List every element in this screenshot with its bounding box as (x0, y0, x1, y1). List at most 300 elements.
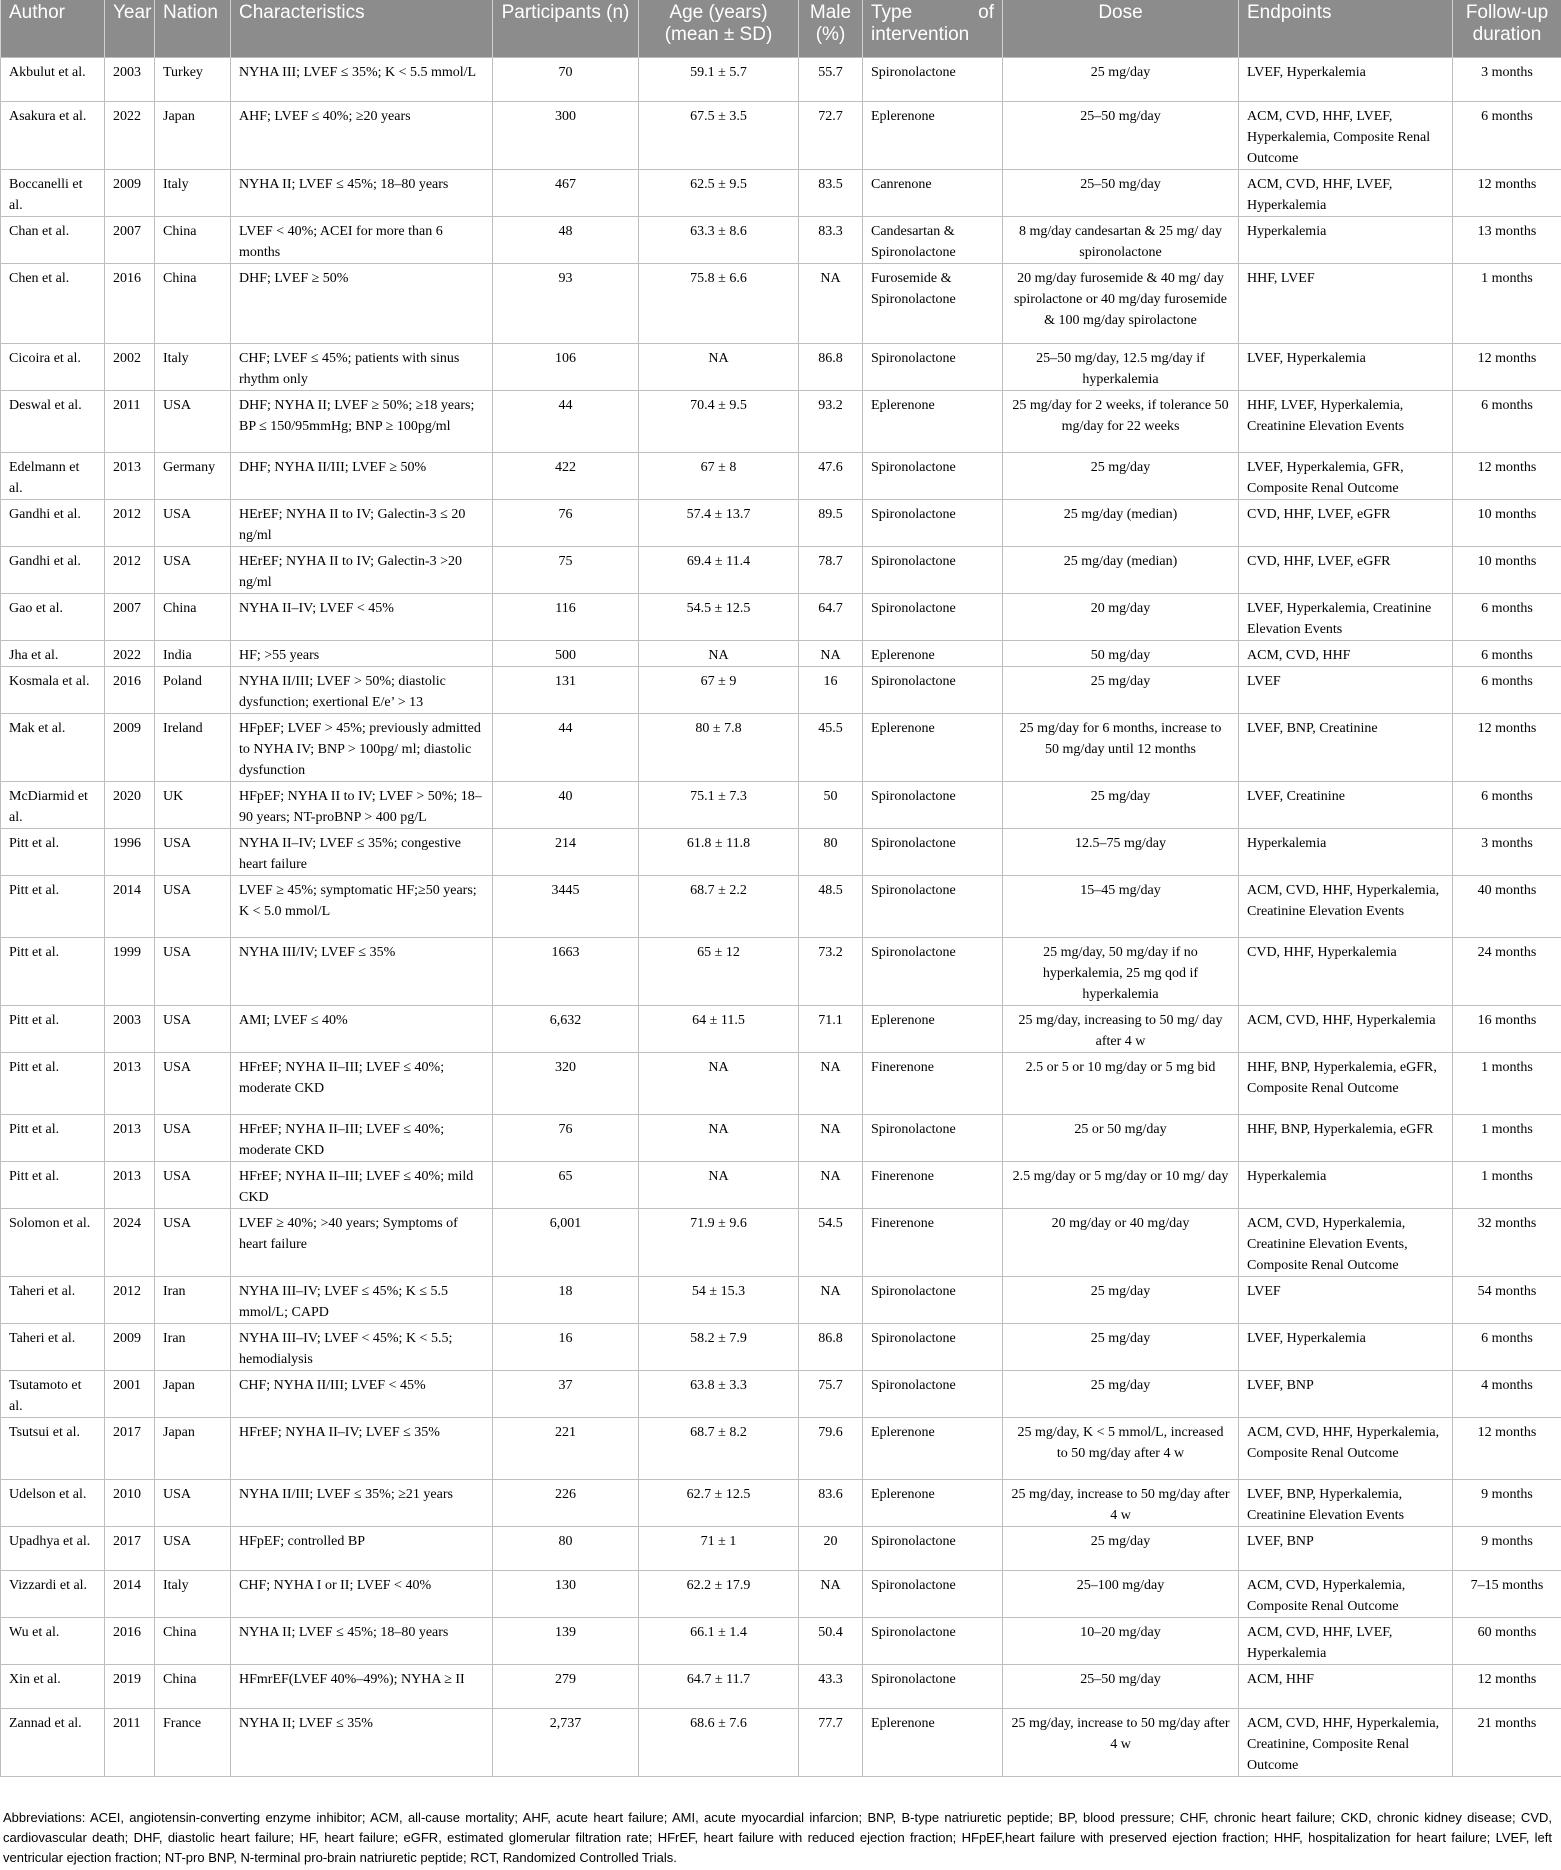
col-header-male: Male (%) (799, 0, 863, 57)
cell-author: Gao et al. (1, 593, 105, 640)
cell-male: 20 (799, 1526, 863, 1570)
cell-age: 80 ± 7.8 (639, 713, 799, 781)
cell-year: 2017 (105, 1526, 155, 1570)
cell-dose: 10–20 mg/day (1003, 1617, 1239, 1664)
cell-age: NA (639, 1114, 799, 1161)
cell-nation: Italy (155, 1570, 231, 1617)
table-row (1, 57, 1561, 101)
cell-characteristics: NYHA II/III; LVEF > 50%; diastolic dysfunction; exertional E/e’ > 13 (231, 666, 493, 713)
cell-year: 2009 (105, 713, 155, 781)
cell-characteristics: DHF; NYHA II; LVEF ≥ 50%; ≥18 years; BP ≤ 150/95mmHg; BNP ≥ 100pg/ml (231, 390, 493, 452)
cell-characteristics: HFpEF; NYHA II to IV; LVEF > 50%; 18–90 years; NT-proBNP > 400 pg/L (231, 781, 493, 828)
cell-male: 71.1 (799, 1005, 863, 1052)
cell-followup: 54 months (1453, 1276, 1561, 1323)
cell-nation: USA (155, 390, 231, 452)
table-row (1, 666, 1561, 713)
cell-age: 64 ± 11.5 (639, 1005, 799, 1052)
cell-endpoints: ACM, HHF (1239, 1664, 1453, 1708)
table-row (1, 828, 1561, 875)
col-header-dose: Dose (1003, 0, 1239, 57)
cell-intervention: Eplerenone (863, 1005, 1003, 1052)
cell-characteristics: NYHA III; LVEF ≤ 35%; K < 5.5 mmol/L (231, 57, 493, 101)
cell-intervention: Eplerenone (863, 390, 1003, 452)
cell-endpoints: HHF, BNP, Hyperkalemia, eGFR, Composite Renal Outcome (1239, 1052, 1453, 1114)
cell-nation: USA (155, 937, 231, 1005)
cell-endpoints: CVD, HHF, LVEF, eGFR (1239, 499, 1453, 546)
cell-nation: Italy (155, 343, 231, 390)
cell-year: 2014 (105, 1570, 155, 1617)
cell-endpoints: ACM, CVD, HHF, LVEF, Hyperkalemia (1239, 1617, 1453, 1664)
cell-author: Pitt et al. (1, 1114, 105, 1161)
cell-intervention: Eplerenone (863, 1479, 1003, 1526)
cell-intervention: Spironolactone (863, 875, 1003, 937)
col-header-nation: Nation (155, 0, 231, 57)
cell-intervention: Finerenone (863, 1052, 1003, 1114)
cell-followup: 32 months (1453, 1208, 1561, 1276)
cell-characteristics: NYHA II–IV; LVEF < 45% (231, 593, 493, 640)
cell-dose: 25 mg/day (1003, 1323, 1239, 1370)
cell-author: Vizzardi et al. (1, 1570, 105, 1617)
cell-author: Taheri et al. (1, 1276, 105, 1323)
cell-year: 2022 (105, 640, 155, 666)
cell-male: 73.2 (799, 937, 863, 1005)
cell-nation: USA (155, 1479, 231, 1526)
cell-male: 83.5 (799, 169, 863, 216)
cell-characteristics: HErEF; NYHA II to IV; Galectin-3 ≤ 20 ng/ml (231, 499, 493, 546)
cell-age: 54.5 ± 12.5 (639, 593, 799, 640)
cell-intervention: Spironolactone (863, 1526, 1003, 1570)
cell-participants: 44 (493, 390, 639, 452)
cell-endpoints: LVEF, Hyperkalemia (1239, 57, 1453, 101)
cell-age: 65 ± 12 (639, 937, 799, 1005)
cell-age: 75.8 ± 6.6 (639, 263, 799, 343)
cell-nation: Iran (155, 1276, 231, 1323)
cell-intervention: Eplerenone (863, 713, 1003, 781)
cell-endpoints: ACM, CVD, HHF (1239, 640, 1453, 666)
cell-age: 57.4 ± 13.7 (639, 499, 799, 546)
cell-year: 2013 (105, 452, 155, 499)
header-row (1, 0, 1561, 57)
cell-author: Wu et al. (1, 1617, 105, 1664)
table-row (1, 101, 1561, 169)
cell-nation: USA (155, 1052, 231, 1114)
cell-endpoints: LVEF, BNP (1239, 1526, 1453, 1570)
cell-nation: Iran (155, 1323, 231, 1370)
col-header-intervention: Type of intervention (863, 0, 1003, 57)
cell-age: 62.7 ± 12.5 (639, 1479, 799, 1526)
cell-male: 93.2 (799, 390, 863, 452)
cell-dose: 25–50 mg/day, 12.5 mg/day if hyperkalemia (1003, 343, 1239, 390)
cell-age: 58.2 ± 7.9 (639, 1323, 799, 1370)
cell-author: McDiarmid et al. (1, 781, 105, 828)
table-row (1, 1114, 1561, 1161)
cell-characteristics: HF; >55 years (231, 640, 493, 666)
cell-intervention: Spironolactone (863, 499, 1003, 546)
cell-author: Mak et al. (1, 713, 105, 781)
table-row (1, 1417, 1561, 1479)
cell-participants: 76 (493, 1114, 639, 1161)
cell-nation: USA (155, 1161, 231, 1208)
cell-year: 2010 (105, 1479, 155, 1526)
table-row (1, 1617, 1561, 1664)
col-header-endpoints: Endpoints (1239, 0, 1453, 57)
cell-characteristics: NYHA III/IV; LVEF ≤ 35% (231, 937, 493, 1005)
table-row (1, 781, 1561, 828)
cell-author: Xin et al. (1, 1664, 105, 1708)
cell-participants: 80 (493, 1526, 639, 1570)
cell-nation: Japan (155, 101, 231, 169)
cell-year: 2012 (105, 546, 155, 593)
cell-author: Pitt et al. (1, 1005, 105, 1052)
cell-endpoints: Hyperkalemia (1239, 216, 1453, 263)
cell-intervention: Spironolactone (863, 781, 1003, 828)
cell-endpoints: ACM, CVD, HHF, Hyperkalemia (1239, 1005, 1453, 1052)
cell-male: 47.6 (799, 452, 863, 499)
cell-endpoints: ACM, CVD, HHF, LVEF, Hyperkalemia (1239, 169, 1453, 216)
cell-followup: 1 months (1453, 1114, 1561, 1161)
cell-endpoints: Hyperkalemia (1239, 828, 1453, 875)
cell-dose: 25 mg/day (median) (1003, 499, 1239, 546)
cell-dose: 2.5 or 5 or 10 mg/day or 5 mg bid (1003, 1052, 1239, 1114)
cell-dose: 25 mg/day, increasing to 50 mg/ day after 4 w (1003, 1005, 1239, 1052)
cell-characteristics: LVEF < 40%; ACEI for more than 6 months (231, 216, 493, 263)
cell-endpoints: CVD, HHF, Hyperkalemia (1239, 937, 1453, 1005)
cell-endpoints: ACM, CVD, HHF, LVEF, Hyperkalemia, Composite Renal Outcome (1239, 101, 1453, 169)
cell-followup: 12 months (1453, 1417, 1561, 1479)
cell-year: 2003 (105, 57, 155, 101)
cell-participants: 226 (493, 1479, 639, 1526)
cell-endpoints: LVEF, BNP, Hyperkalemia, Creatinine Elevation Events (1239, 1479, 1453, 1526)
cell-age: 71.9 ± 9.6 (639, 1208, 799, 1276)
cell-intervention: Spironolactone (863, 1570, 1003, 1617)
cell-followup: 12 months (1453, 713, 1561, 781)
cell-author: Upadhya et al. (1, 1526, 105, 1570)
cell-followup: 4 months (1453, 1370, 1561, 1417)
table-row (1, 499, 1561, 546)
cell-author: Tsutsui et al. (1, 1417, 105, 1479)
cell-male: 55.7 (799, 57, 863, 101)
cell-age: NA (639, 343, 799, 390)
cell-year: 2019 (105, 1664, 155, 1708)
cell-characteristics: HFpEF; controlled BP (231, 1526, 493, 1570)
cell-age: 67.5 ± 3.5 (639, 101, 799, 169)
cell-author: Deswal et al. (1, 390, 105, 452)
cell-male: 86.8 (799, 1323, 863, 1370)
cell-intervention: Spironolactone (863, 1370, 1003, 1417)
cell-endpoints: HHF, BNP, Hyperkalemia, eGFR (1239, 1114, 1453, 1161)
cell-dose: 20 mg/day furosemide & 40 mg/ day spirolactone or 40 mg/day furosemide & 100 mg/day spirolactone (1003, 263, 1239, 343)
cell-age: 68.6 ± 7.6 (639, 1708, 799, 1776)
cell-characteristics: HFpEF; LVEF > 45%; previously admitted to NYHA IV; BNP > 100pg/ ml; diastolic dysfunction (231, 713, 493, 781)
cell-intervention: Spironolactone (863, 343, 1003, 390)
cell-dose: 25 mg/day for 2 weeks, if tolerance 50 mg/day for 22 weeks (1003, 390, 1239, 452)
cell-year: 2014 (105, 875, 155, 937)
cell-year: 2016 (105, 666, 155, 713)
cell-characteristics: CHF; NYHA I or II; LVEF < 40% (231, 1570, 493, 1617)
cell-participants: 131 (493, 666, 639, 713)
table-row (1, 169, 1561, 216)
cell-male: NA (799, 1161, 863, 1208)
cell-age: 75.1 ± 7.3 (639, 781, 799, 828)
cell-characteristics: HFmrEF(LVEF 40%–49%); NYHA ≥ II (231, 1664, 493, 1708)
cell-year: 1996 (105, 828, 155, 875)
cell-year: 2009 (105, 1323, 155, 1370)
cell-endpoints: ACM, CVD, HHF, Hyperkalemia, Creatinine Elevation Events (1239, 875, 1453, 937)
cell-intervention: Spironolactone (863, 452, 1003, 499)
cell-dose: 25 mg/day (1003, 1526, 1239, 1570)
cell-dose: 20 mg/day (1003, 593, 1239, 640)
cell-male: 72.7 (799, 101, 863, 169)
cell-participants: 106 (493, 343, 639, 390)
cell-followup: 12 months (1453, 169, 1561, 216)
cell-nation: USA (155, 1526, 231, 1570)
cell-male: 83.6 (799, 1479, 863, 1526)
cell-dose: 25–50 mg/day (1003, 101, 1239, 169)
cell-characteristics: AMI; LVEF ≤ 40% (231, 1005, 493, 1052)
cell-author: Pitt et al. (1, 875, 105, 937)
cell-characteristics: NYHA III–IV; LVEF < 45%; K < 5.5; hemodialysis (231, 1323, 493, 1370)
cell-characteristics: NYHA II; LVEF ≤ 35% (231, 1708, 493, 1776)
cell-followup: 6 months (1453, 593, 1561, 640)
cell-nation: Japan (155, 1417, 231, 1479)
cell-nation: China (155, 1664, 231, 1708)
cell-participants: 48 (493, 216, 639, 263)
cell-author: Tsutamoto et al. (1, 1370, 105, 1417)
table-row (1, 216, 1561, 263)
cell-male: 78.7 (799, 546, 863, 593)
cell-year: 2007 (105, 216, 155, 263)
cell-age: 68.7 ± 8.2 (639, 1417, 799, 1479)
cell-nation: USA (155, 828, 231, 875)
cell-male: 86.8 (799, 343, 863, 390)
cell-followup: 6 months (1453, 1323, 1561, 1370)
cell-characteristics: NYHA II; LVEF ≤ 45%; 18–80 years (231, 169, 493, 216)
cell-dose: 25 mg/day (median) (1003, 546, 1239, 593)
cell-dose: 25–50 mg/day (1003, 1664, 1239, 1708)
cell-dose: 25 mg/day (1003, 666, 1239, 713)
cell-endpoints: LVEF, BNP (1239, 1370, 1453, 1417)
cell-nation: Ireland (155, 713, 231, 781)
cell-characteristics: CHF; NYHA II/III; LVEF < 45% (231, 1370, 493, 1417)
cell-participants: 279 (493, 1664, 639, 1708)
cell-male: NA (799, 1052, 863, 1114)
cell-author: Pitt et al. (1, 828, 105, 875)
cell-dose: 25 mg/day (1003, 452, 1239, 499)
cell-participants: 116 (493, 593, 639, 640)
cell-author: Edelmann et al. (1, 452, 105, 499)
cell-nation: USA (155, 499, 231, 546)
cell-followup: 24 months (1453, 937, 1561, 1005)
cell-intervention: Spironolactone (863, 1664, 1003, 1708)
cell-dose: 25 mg/day, increase to 50 mg/day after 4 w (1003, 1479, 1239, 1526)
cell-followup: 1 months (1453, 263, 1561, 343)
cell-author: Zannad et al. (1, 1708, 105, 1776)
col-header-participants: Participants (n) (493, 0, 639, 57)
table-row (1, 1526, 1561, 1570)
cell-followup: 10 months (1453, 499, 1561, 546)
table-row (1, 1208, 1561, 1276)
cell-age: NA (639, 1052, 799, 1114)
cell-age: NA (639, 1161, 799, 1208)
cell-intervention: Eplerenone (863, 640, 1003, 666)
cell-male: 64.7 (799, 593, 863, 640)
cell-male: 45.5 (799, 713, 863, 781)
cell-author: Chen et al. (1, 263, 105, 343)
cell-age: 63.8 ± 3.3 (639, 1370, 799, 1417)
cell-participants: 93 (493, 263, 639, 343)
cell-author: Pitt et al. (1, 937, 105, 1005)
cell-male: 16 (799, 666, 863, 713)
col-header-author: Author (1, 0, 105, 57)
cell-author: Udelson et al. (1, 1479, 105, 1526)
cell-intervention: Spironolactone (863, 1114, 1003, 1161)
cell-age: 54 ± 15.3 (639, 1276, 799, 1323)
table-row (1, 1479, 1561, 1526)
table-row (1, 1005, 1561, 1052)
cell-intervention: Spironolactone (863, 593, 1003, 640)
cell-characteristics: HFrEF; NYHA II–IV; LVEF ≤ 35% (231, 1417, 493, 1479)
cell-intervention: Candesartan & Spironolactone (863, 216, 1003, 263)
cell-intervention: Spironolactone (863, 1276, 1003, 1323)
cell-characteristics: DHF; LVEF ≥ 50% (231, 263, 493, 343)
cell-year: 2020 (105, 781, 155, 828)
cell-followup: 1 months (1453, 1052, 1561, 1114)
cell-endpoints: ACM, CVD, Hyperkalemia, Creatinine Elevation Events, Composite Renal Outcome (1239, 1208, 1453, 1276)
cell-characteristics: NYHA II; LVEF ≤ 45%; 18–80 years (231, 1617, 493, 1664)
cell-year: 2012 (105, 499, 155, 546)
cell-dose: 25 mg/day, 50 mg/day if no hyperkalemia, 25 mg qod if hyperkalemia (1003, 937, 1239, 1005)
cell-followup: 6 months (1453, 390, 1561, 452)
cell-male: NA (799, 1570, 863, 1617)
cell-endpoints: ACM, CVD, HHF, Hyperkalemia, Creatinine, Composite Renal Outcome (1239, 1708, 1453, 1776)
cell-endpoints: ACM, CVD, HHF, Hyperkalemia, Composite Renal Outcome (1239, 1417, 1453, 1479)
cell-age: 62.2 ± 17.9 (639, 1570, 799, 1617)
table-row (1, 1276, 1561, 1323)
cell-characteristics: HFrEF; NYHA II–III; LVEF ≤ 40%; moderate CKD (231, 1052, 493, 1114)
cell-age: 67 ± 9 (639, 666, 799, 713)
cell-author: Cicoira et al. (1, 343, 105, 390)
cell-participants: 214 (493, 828, 639, 875)
cell-nation: China (155, 216, 231, 263)
cell-author: Pitt et al. (1, 1161, 105, 1208)
table-row (1, 1570, 1561, 1617)
cell-year: 2011 (105, 390, 155, 452)
cell-year: 2013 (105, 1052, 155, 1114)
cell-year: 2009 (105, 169, 155, 216)
cell-participants: 500 (493, 640, 639, 666)
cell-author: Solomon et al. (1, 1208, 105, 1276)
table-row (1, 1052, 1561, 1114)
cell-endpoints: LVEF (1239, 1276, 1453, 1323)
table-row (1, 1161, 1561, 1208)
cell-dose: 8 mg/day candesartan & 25 mg/ day spironolactone (1003, 216, 1239, 263)
cell-participants: 6,632 (493, 1005, 639, 1052)
cell-endpoints: ACM, CVD, Hyperkalemia, Composite Renal Outcome (1239, 1570, 1453, 1617)
table-row (1, 452, 1561, 499)
table-body (1, 57, 1561, 1776)
cell-nation: Poland (155, 666, 231, 713)
cell-characteristics: DHF; NYHA II/III; LVEF ≥ 50% (231, 452, 493, 499)
cell-nation: USA (155, 1005, 231, 1052)
table-row (1, 593, 1561, 640)
cell-year: 2016 (105, 263, 155, 343)
cell-nation: USA (155, 1114, 231, 1161)
table-row (1, 546, 1561, 593)
table-row (1, 640, 1561, 666)
table-row (1, 1664, 1561, 1708)
cell-dose: 50 mg/day (1003, 640, 1239, 666)
cell-characteristics: CHF; LVEF ≤ 45%; patients with sinus rhythm only (231, 343, 493, 390)
table-row (1, 1323, 1561, 1370)
cell-male: 50.4 (799, 1617, 863, 1664)
cell-male: NA (799, 1276, 863, 1323)
cell-followup: 7–15 months (1453, 1570, 1561, 1617)
cell-nation: Turkey (155, 57, 231, 101)
cell-followup: 9 months (1453, 1526, 1561, 1570)
table-row (1, 713, 1561, 781)
cell-followup: 40 months (1453, 875, 1561, 937)
cell-author: Chan et al. (1, 216, 105, 263)
cell-endpoints: LVEF, Hyperkalemia (1239, 343, 1453, 390)
cell-participants: 75 (493, 546, 639, 593)
cell-intervention: Canrenone (863, 169, 1003, 216)
cell-nation: USA (155, 1208, 231, 1276)
cell-dose: 25 mg/day (1003, 1370, 1239, 1417)
cell-year: 2013 (105, 1161, 155, 1208)
cell-followup: 6 months (1453, 640, 1561, 666)
cell-age: 70.4 ± 9.5 (639, 390, 799, 452)
cell-author: Boccanelli et al. (1, 169, 105, 216)
cell-followup: 16 months (1453, 1005, 1561, 1052)
cell-author: Gandhi et al. (1, 499, 105, 546)
cell-participants: 37 (493, 1370, 639, 1417)
cell-followup: 13 months (1453, 216, 1561, 263)
cell-participants: 139 (493, 1617, 639, 1664)
cell-dose: 25 mg/day for 6 months, increase to 50 mg/day until 12 months (1003, 713, 1239, 781)
cell-year: 2007 (105, 593, 155, 640)
cell-age: 61.8 ± 11.8 (639, 828, 799, 875)
cell-participants: 3445 (493, 875, 639, 937)
cell-age: 59.1 ± 5.7 (639, 57, 799, 101)
cell-followup: 1 months (1453, 1161, 1561, 1208)
cell-endpoints: Hyperkalemia (1239, 1161, 1453, 1208)
cell-endpoints: HHF, LVEF (1239, 263, 1453, 343)
cell-intervention: Spironolactone (863, 1617, 1003, 1664)
cell-nation: China (155, 1617, 231, 1664)
cell-age: 66.1 ± 1.4 (639, 1617, 799, 1664)
cell-author: Akbulut et al. (1, 57, 105, 101)
cell-characteristics: NYHA II–IV; LVEF ≤ 35%; congestive heart failure (231, 828, 493, 875)
cell-nation: China (155, 593, 231, 640)
cell-male: NA (799, 263, 863, 343)
cell-intervention: Spironolactone (863, 57, 1003, 101)
col-header-followup: Follow-up duration (1453, 0, 1561, 57)
cell-male: 77.7 (799, 1708, 863, 1776)
cell-nation: Italy (155, 169, 231, 216)
cell-characteristics: HErEF; NYHA II to IV; Galectin-3 >20 ng/ml (231, 546, 493, 593)
cell-author: Pitt et al. (1, 1052, 105, 1114)
cell-year: 2022 (105, 101, 155, 169)
cell-dose: 25–50 mg/day (1003, 169, 1239, 216)
cell-year: 2002 (105, 343, 155, 390)
cell-characteristics: LVEF ≥ 40%; >40 years; Symptoms of heart failure (231, 1208, 493, 1276)
cell-endpoints: LVEF, Creatinine (1239, 781, 1453, 828)
cell-followup: 12 months (1453, 452, 1561, 499)
cell-characteristics: NYHA II/III; LVEF ≤ 35%; ≥21 years (231, 1479, 493, 1526)
cell-nation: Japan (155, 1370, 231, 1417)
cell-year: 2016 (105, 1617, 155, 1664)
cell-male: 75.7 (799, 1370, 863, 1417)
